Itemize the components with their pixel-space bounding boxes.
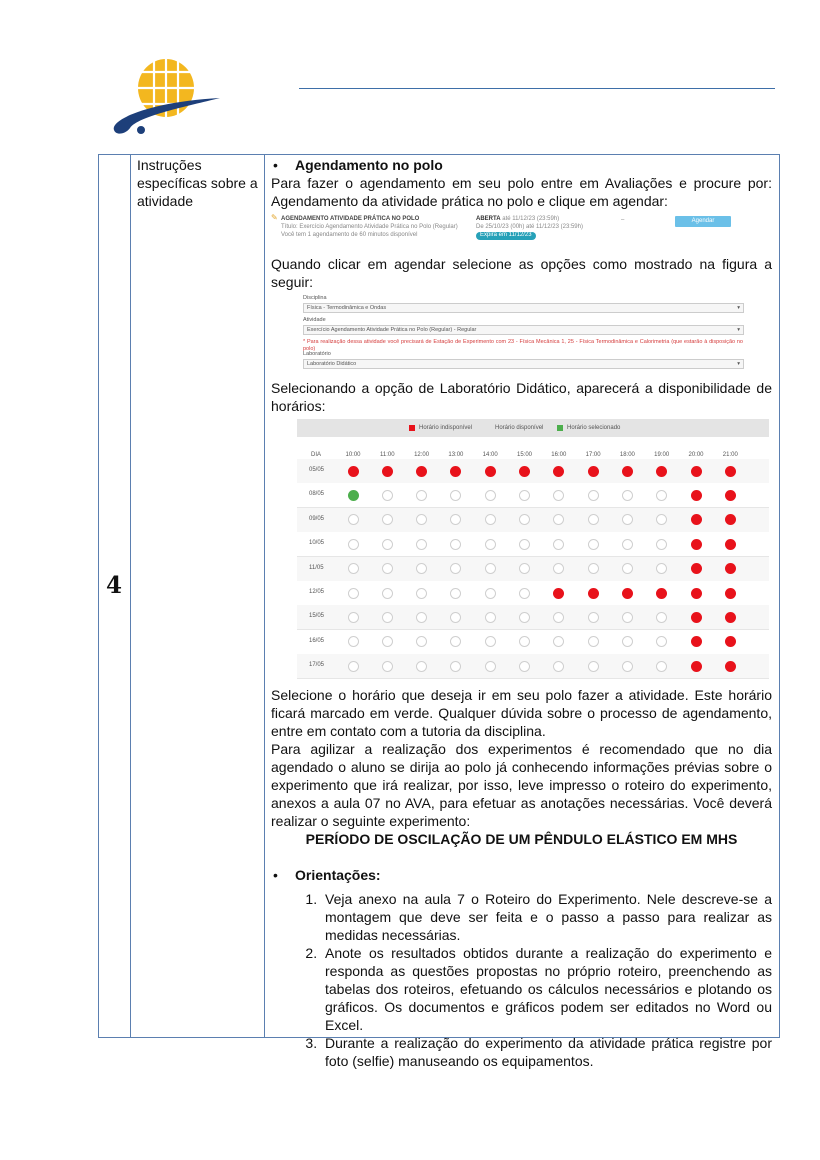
- chevron-down-icon: ▾: [737, 305, 740, 311]
- legend-unavailable: Horário indisponível: [419, 425, 473, 431]
- schedule-grid: [297, 419, 769, 674]
- time-slot-available[interactable]: [382, 661, 393, 672]
- time-slot-available[interactable]: [485, 612, 496, 623]
- time-slot-available[interactable]: [588, 514, 599, 525]
- time-slot-unavailable: [622, 466, 633, 477]
- time-slot-selected: [348, 490, 359, 501]
- time-slot-unavailable: [691, 539, 702, 550]
- paragraph: Selecionando a opção de Laboratório Didático, aparecerá a disponibilidade de horários:: [271, 380, 772, 414]
- time-slot-unavailable: [725, 661, 736, 672]
- scheduling-screenshot: [271, 213, 737, 251]
- time-slot-unavailable: [725, 539, 736, 550]
- list-item: 1. Veja anexo na aula 7 o Roteiro do Experimento. Nele descreve-se a montagem que deve ser feita e o passo a passo para realizar as medidas necessárias.: [321, 890, 772, 944]
- screenshot-subtitle: Título: Exercício Agendamento Atividade Prática no Polo (Regular): [281, 224, 458, 230]
- schedule-button[interactable]: Agendar: [675, 216, 731, 227]
- paragraph: Para fazer o agendamento em seu polo entre em Avaliações e procure por: Agendamento da atividade prática no polo e clique em agendar:: [271, 175, 772, 209]
- pencil-icon: ✎: [271, 213, 278, 222]
- day-label: 09/05: [309, 515, 325, 522]
- section-heading: [271, 866, 772, 884]
- time-slot-unavailable: [725, 490, 736, 501]
- legend-selected: Horário selecionado: [567, 425, 621, 431]
- time-slot-available[interactable]: [656, 661, 667, 672]
- schedule-legend: [297, 419, 769, 437]
- chevron-down-icon: ▾: [737, 361, 740, 367]
- time-slot-unavailable: [691, 588, 702, 599]
- discipline-label: Disciplina: [303, 295, 327, 301]
- time-slot-available[interactable]: [588, 636, 599, 647]
- university-logo: [108, 50, 224, 138]
- time-slot-available[interactable]: [382, 490, 393, 501]
- time-slot-available[interactable]: [416, 588, 427, 599]
- time-slot-available[interactable]: [348, 612, 359, 623]
- bullet-icon: •: [273, 867, 278, 883]
- time-slot-available[interactable]: [588, 563, 599, 574]
- time-slot-unavailable: [691, 612, 702, 623]
- time-slot-available[interactable]: [519, 661, 530, 672]
- row-label: Instruções específicas sobre a atividade: [137, 157, 258, 209]
- column-divider: [264, 154, 265, 1038]
- time-slot-unavailable: [691, 490, 702, 501]
- day-label: 08/05: [309, 491, 325, 498]
- time-slot-available[interactable]: [485, 636, 496, 647]
- hour-header: 11:00: [380, 452, 395, 458]
- unavailable-legend-swatch: [409, 425, 415, 431]
- time-slot-available[interactable]: [656, 490, 667, 501]
- section-heading: [271, 156, 772, 174]
- chevron-down-icon: ▾: [737, 327, 740, 333]
- date-range: De 25/10/23 (00h) até 11/12/23 (23:59h): [476, 224, 583, 230]
- day-label: 11/05: [309, 564, 324, 571]
- time-slot-available[interactable]: [519, 539, 530, 550]
- time-slot-available[interactable]: [519, 588, 530, 599]
- time-slot-unavailable: [382, 466, 393, 477]
- dash-mark: –: [621, 217, 625, 223]
- screenshot-note: Você tem 1 agendamento de 60 minutos disponível: [281, 232, 418, 238]
- time-slot-unavailable: [656, 588, 667, 599]
- time-slot-unavailable: [348, 466, 359, 477]
- day-label: 10/05: [309, 540, 325, 547]
- time-slot-available[interactable]: [348, 661, 359, 672]
- time-slot-available[interactable]: [622, 539, 633, 550]
- time-slot-available[interactable]: [348, 563, 359, 574]
- time-slot-available[interactable]: [622, 612, 633, 623]
- experiment-title: PERÍODO DE OSCILAÇÃO DE UM PÊNDULO ELÁSTICO EM MHS: [305, 831, 738, 847]
- hour-header: 14:00: [482, 452, 498, 458]
- activity-label: Atividade: [303, 317, 326, 323]
- time-slot-unavailable: [656, 466, 667, 477]
- section-title: Orientações:: [295, 867, 381, 883]
- time-slot-unavailable: [691, 563, 702, 574]
- hour-header: 12:00: [414, 452, 430, 458]
- selection-form-screenshot: [303, 295, 743, 375]
- section-title: Agendamento no polo: [295, 157, 443, 173]
- time-slot-available[interactable]: [485, 514, 496, 525]
- time-slot-unavailable: [588, 466, 599, 477]
- time-slot-available[interactable]: [656, 539, 667, 550]
- day-label: 16/05: [309, 637, 325, 644]
- paragraph: Selecione o horário que deseja ir em seu polo fazer a atividade. Este horário ficará marcado em verde. Qualquer dúvida sobre o processo de agendamento, entre em contato com a tutoria da disciplina.: [271, 687, 772, 739]
- time-slot-available[interactable]: [382, 588, 393, 599]
- time-slot-unavailable: [725, 612, 736, 623]
- time-slot-available[interactable]: [656, 612, 667, 623]
- time-slot-available[interactable]: [382, 612, 393, 623]
- time-slot-available[interactable]: [553, 661, 564, 672]
- warning-text: * Para realização dessa atividade você precisará de Estação de Experimento com 23 - Física Mecânica 1, 25 - Física Termodinâmica e Calorimetria (que estarão à disposição no polo): [303, 339, 743, 352]
- time-slot-available[interactable]: [416, 612, 427, 623]
- time-slot-unavailable: [553, 466, 564, 477]
- column-divider: [130, 154, 131, 1038]
- time-slot-available[interactable]: [622, 661, 633, 672]
- time-slot-available[interactable]: [622, 563, 633, 574]
- hour-header: 10:00: [345, 452, 361, 458]
- hour-header: 16:00: [551, 452, 567, 458]
- screenshot-title: AGENDAMENTO ATIVIDADE PRÁTICA NO POLO: [281, 216, 420, 222]
- time-slot-available[interactable]: [416, 661, 427, 672]
- hour-header: 18:00: [619, 452, 635, 458]
- selected-legend-swatch: [557, 425, 563, 431]
- day-label: 17/05: [309, 662, 325, 669]
- time-slot-unavailable: [588, 588, 599, 599]
- header-rule: [299, 88, 775, 89]
- time-slot-unavailable: [485, 466, 496, 477]
- time-slot-available[interactable]: [553, 539, 564, 550]
- time-slot-unavailable: [691, 661, 702, 672]
- time-slot-unavailable: [725, 466, 736, 477]
- time-slot-available[interactable]: [588, 490, 599, 501]
- time-slot-available[interactable]: [622, 490, 633, 501]
- time-slot-available[interactable]: [485, 563, 496, 574]
- time-slot-unavailable: [725, 588, 736, 599]
- time-slot-unavailable: [725, 563, 736, 574]
- time-slot-available[interactable]: [348, 636, 359, 647]
- time-slot-available[interactable]: [519, 490, 530, 501]
- instructions-content: [271, 156, 772, 1070]
- day-column-header: DIA: [311, 452, 322, 458]
- time-slot-unavailable: [416, 466, 427, 477]
- time-slot-unavailable: [691, 466, 702, 477]
- hour-header: 19:00: [654, 452, 670, 458]
- time-slot-available[interactable]: [588, 612, 599, 623]
- hour-header: 13:00: [448, 452, 464, 458]
- time-slot-available[interactable]: [519, 612, 530, 623]
- status-label: ABERTA até 11/12/23 (23:59h): [476, 216, 560, 222]
- time-slot-available[interactable]: [348, 539, 359, 550]
- day-label: 12/05: [309, 589, 325, 595]
- time-slot-unavailable: [622, 588, 633, 599]
- day-label: 05/05: [309, 467, 325, 473]
- day-label: 15/05: [309, 613, 325, 620]
- hour-header: 21:00: [722, 452, 738, 458]
- list-item: 3. Durante a realização do experimento da atividade prática registre por foto (selfie) manuseando os equipamentos.: [321, 1034, 772, 1070]
- time-slot-available[interactable]: [588, 661, 599, 672]
- time-slot-available[interactable]: [485, 539, 496, 550]
- time-slot-available[interactable]: [485, 588, 496, 599]
- hour-header: 15:00: [516, 452, 532, 458]
- time-slot-available[interactable]: [450, 588, 461, 599]
- time-slot-available[interactable]: [382, 539, 393, 550]
- time-slot-unavailable: [450, 466, 461, 477]
- time-slot-unavailable: [691, 514, 702, 525]
- discipline-select[interactable]: Física - Termodinâmica e Ondas ▾: [303, 303, 744, 313]
- expiry-badge: Expira em 11/12/23: [476, 232, 536, 240]
- paragraph: Quando clicar em agendar selecione as opções como mostrado na figura a seguir:: [271, 256, 772, 290]
- hour-header: 17:00: [585, 452, 601, 458]
- time-slot-available[interactable]: [348, 588, 359, 599]
- time-slot-available[interactable]: [382, 563, 393, 574]
- activity-select[interactable]: Exercício Agendamento Atividade Prática no Polo (Regular) - Regular ▾: [303, 325, 744, 335]
- time-slot-available[interactable]: [588, 539, 599, 550]
- time-slot-unavailable: [553, 588, 564, 599]
- time-slot-unavailable: [691, 636, 702, 647]
- time-slot-unavailable: [519, 466, 530, 477]
- time-slot-available[interactable]: [416, 490, 427, 501]
- time-slot-available[interactable]: [348, 514, 359, 525]
- row-number: 4: [105, 572, 122, 599]
- paragraph: Para agilizar a realização dos experimentos é recomendado que no dia agendado o aluno se dirija ao polo já conhecendo informações prévias sobre o experimento que irá realizar, por isso, leve impresso o roteiro do experimento, anexos a aula 07 no AVA, para efetuar as anotações necessárias. Você deverá realizar o seguinte experimento:: [271, 741, 772, 829]
- orientations-list: [271, 890, 772, 1070]
- time-slot-available[interactable]: [485, 661, 496, 672]
- hour-header: 20:00: [688, 452, 704, 458]
- lab-select[interactable]: Laboratório Didático ▾: [303, 359, 744, 369]
- list-item: 2. Anote os resultados obtidos durante a realização do experimento e responda as questões propostas no próprio roteiro, preenchendo as tabelas dos roteiros, efetuando os cálculos necessários e plotando os gráficos. Os documentos e gráficos podem ser editados no Word ou Excel.: [321, 944, 772, 1034]
- bullet-icon: •: [273, 157, 278, 173]
- time-slot-available[interactable]: [485, 490, 496, 501]
- time-slot-available[interactable]: [416, 539, 427, 550]
- legend-available: Horário disponível: [495, 425, 544, 431]
- lab-label: Laboratório: [303, 351, 331, 357]
- row-separator: [297, 678, 769, 679]
